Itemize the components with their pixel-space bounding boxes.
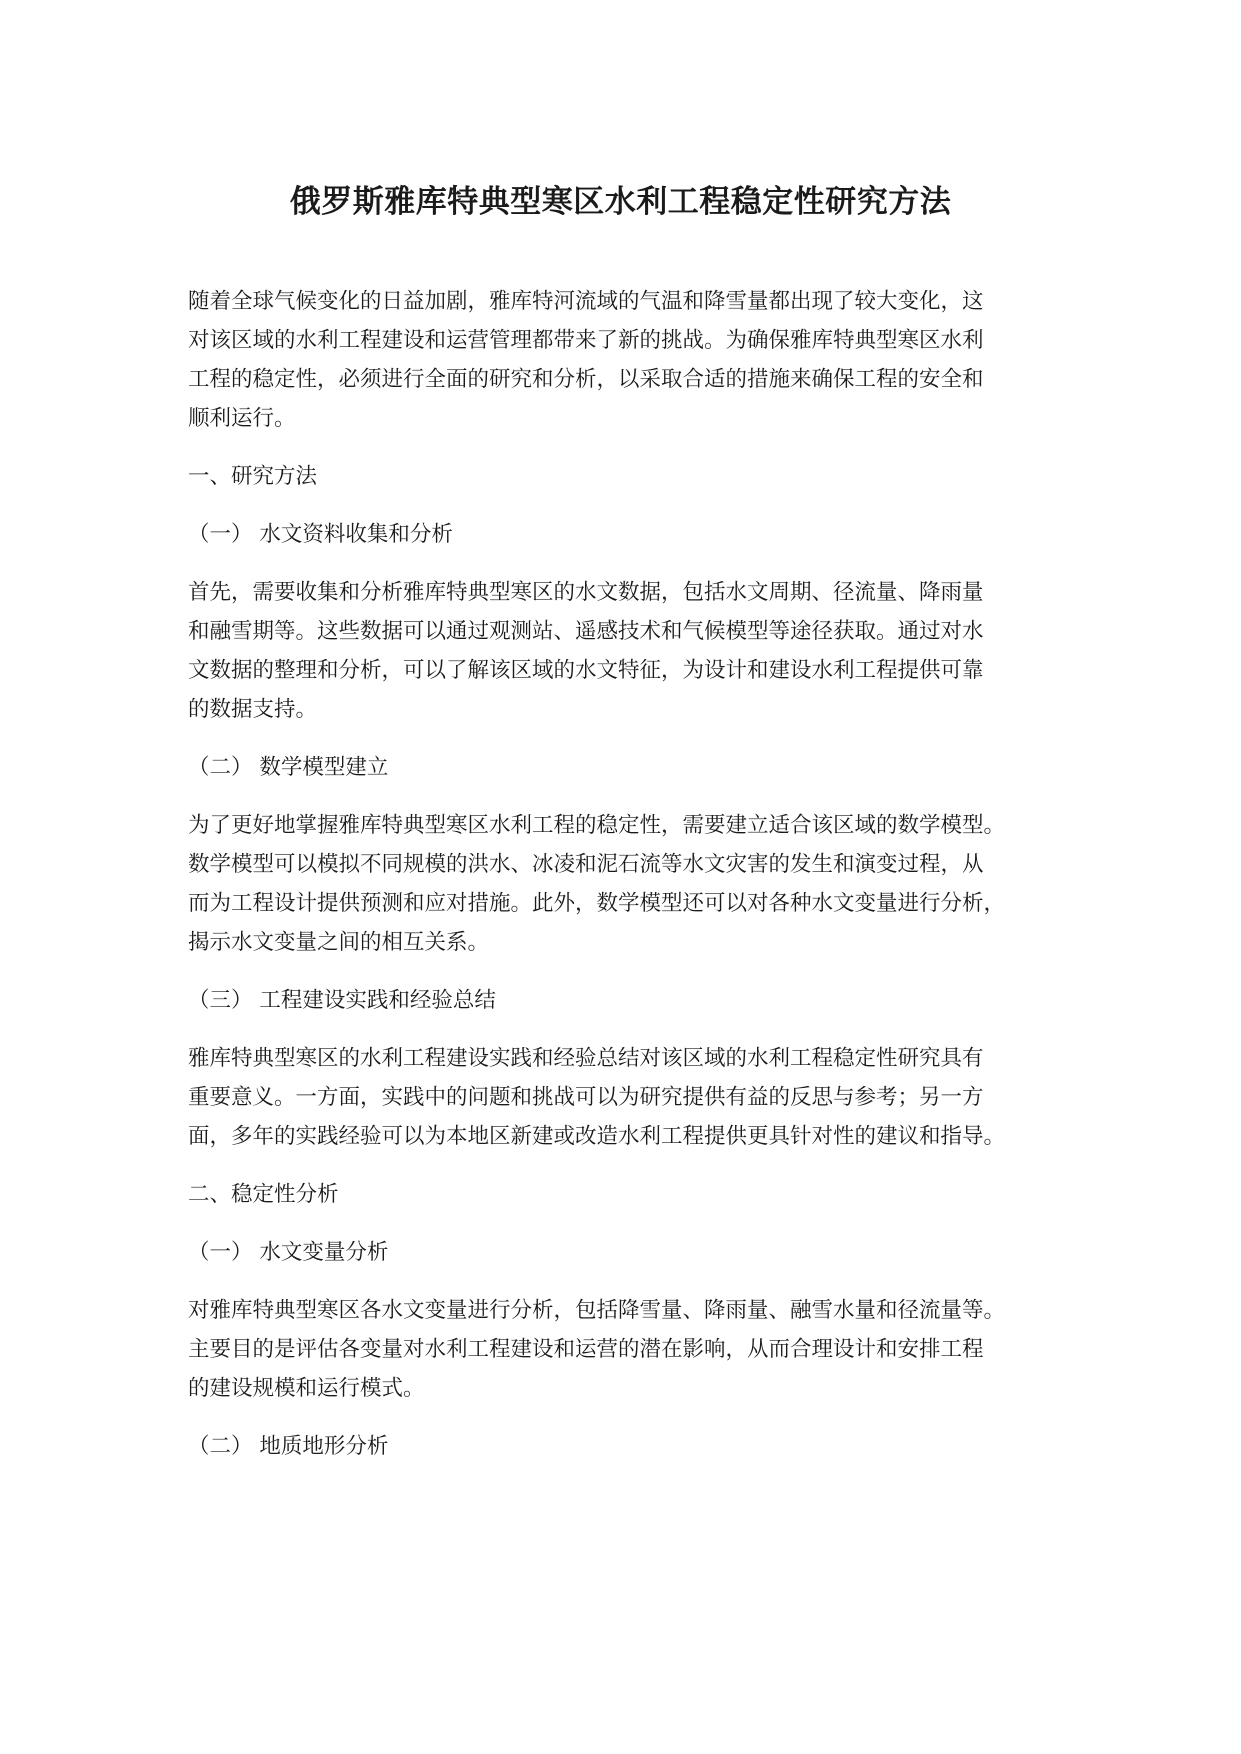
paragraph-line: 随着全球气候变化的日益加剧，雅库特河流域的气温和降雪量都出现了较大变化，这 [188,289,984,314]
subsection-heading-hydrology-data: （一） 水文资料收集和分析 [188,522,453,547]
paragraph-line: 顺利运行。 [188,406,296,431]
paragraph-line: 面，多年的实践经验可以为本地区新建或改造水利工程提供更具针对性的建议和指导。 [188,1124,1006,1149]
paragraph-line: 重要意义。一方面，实践中的问题和挑战可以为研究提供有益的反思与参考；另一方 [188,1085,984,1110]
paragraph-line: 的建设规模和运行模式。 [188,1376,425,1401]
document-title: 俄罗斯雅库特典型寒区水利工程稳定性研究方法 [289,184,952,220]
paragraph-line: 文数据的整理和分析，可以了解该区域的水文特征，为设计和建设水利工程提供可靠 [188,658,984,683]
hydrologic-variables-paragraph [188,1291,1080,1408]
paragraph-line: 工程的稳定性，必须进行全面的研究和分析，以采取合适的措施来确保工程的安全和 [188,367,984,392]
paragraph-line: 揭示水文变量之间的相互关系。 [188,930,490,955]
document-body [188,282,1080,1485]
paragraph-line: 对该区域的水利工程建设和运营管理都带来了新的挑战。为确保雅库特典型寒区水利 [188,328,984,353]
paragraph-line: 首先，需要收集和分析雅库特典型寒区的水文数据，包括水文周期、径流量、降雨量 [188,580,984,605]
math-model-paragraph [188,806,1080,962]
subsection-heading-math-model: （二） 数学模型建立 [188,755,389,780]
paragraph-line: 对雅库特典型寒区各水文变量进行分析，包括降雪量、降雨量、融雪水量和径流量等。 [188,1298,1006,1323]
paragraph-line: 数学模型可以模拟不同规模的洪水、冰凌和泥石流等水文灾害的发生和演变过程，从 [188,852,984,877]
subsection-heading-hydrologic-variables: （一） 水文变量分析 [188,1240,389,1265]
paragraph-line: 为了更好地掌握雅库特典型寒区水利工程的稳定性，需要建立适合该区域的数学模型。 [188,813,1006,838]
section-heading-research-methods: 一、研究方法 [188,464,318,489]
section-heading-stability-analysis: 二、稳定性分析 [188,1182,339,1207]
paragraph-line: 和融雪期等。这些数据可以通过观测站、遥感技术和气候模型等途径获取。通过对水 [188,619,984,644]
paragraph-line: 雅库特典型寒区的水利工程建设实践和经验总结对该区域的水利工程稳定性研究具有 [188,1046,984,1071]
subsection-heading-construction-practice: （三） 工程建设实践和经验总结 [188,988,496,1013]
hydrology-data-paragraph [188,573,1080,729]
paragraph-line: 主要目的是评估各变量对水利工程建设和运营的潜在影响，从而合理设计和安排工程 [188,1337,984,1362]
paragraph-line: 的数据支持。 [188,697,318,722]
subsection-heading-geology-terrain: （二） 地质地形分析 [188,1434,389,1459]
construction-practice-paragraph [188,1039,1080,1156]
intro-paragraph [188,282,1080,438]
paragraph-line: 而为工程设计提供预测和应对措施。此外，数学模型还可以对各种水文变量进行分析， [188,891,1006,916]
